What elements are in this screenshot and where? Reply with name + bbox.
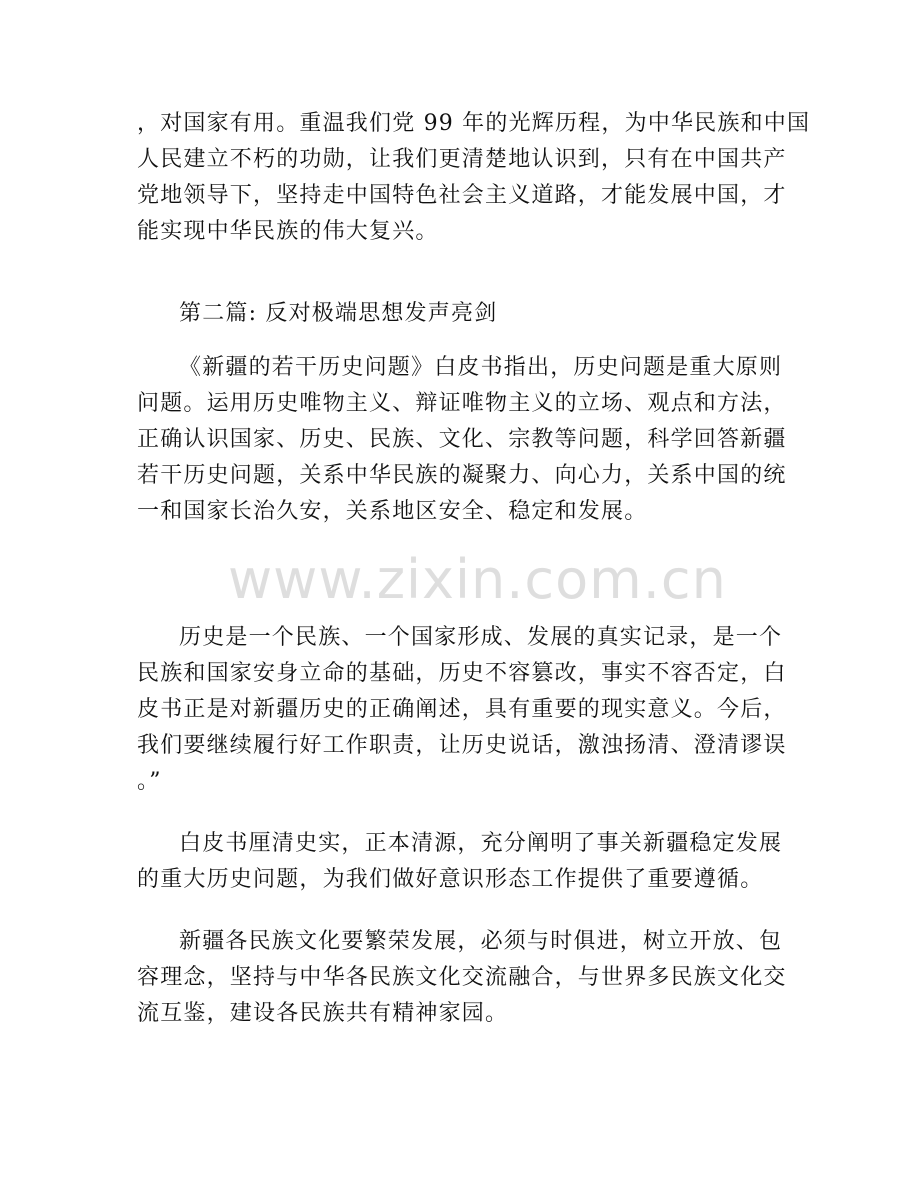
text-line: 。” [137,769,162,794]
text-line: 历史是一个民族、一个国家形成、发展的真实记录，是一个 [179,625,783,650]
text-line: 若干历史问题，关系中华民族的凝聚力、向心力，关系中国的统 [137,463,787,488]
text-line: 我们要继续履行好工作职责，让历史说话，激浊扬清、澄清谬误 [137,733,787,758]
text-line: 皮书正是对新疆历史的正确阐述，具有重要的现实意义。今后， [137,697,787,722]
paragraph-1 [137,106,811,250]
paragraph-2 [137,350,787,530]
text-line: 能实现中华民族的伟大复兴。 [137,219,439,244]
watermark: www.zixin.com.cn [228,548,727,611]
text-line: ，对国家有用。重温我们党 99 年的光辉历程，为中华民族和中国 [137,111,811,136]
text-line: 的重大历史问题，为我们做好意识形态工作提供了重要遵循。 [137,867,764,892]
text-line: 《新疆的若干历史问题》白皮书指出，历史问题是重大原则 [179,355,783,380]
text-line: 问题。运用历史唯物主义、辩证唯物主义的立场、观点和方法， [137,391,787,416]
section-heading [137,296,773,332]
paragraph-3 [137,620,787,800]
text-line: 人民建立不朽的功勋，让我们更清楚地认识到，只有在中国共产 [137,147,787,172]
text-line: 容理念，坚持与中华各民族文化交流融合，与世界多民族文化交 [137,965,787,990]
paragraph-5 [137,924,787,1032]
text-line: 正确认识国家、历史、民族、文化、宗教等问题，科学回答新疆 [137,427,787,452]
text-line: 流互鉴，建设各民族共有精神家园。 [137,1001,509,1026]
text-line: 党地领导下，坚持走中国特色社会主义道路，才能发展中国，才 [137,183,787,208]
text-line: 一和国家长治久安，关系地区安全、稳定和发展。 [137,499,648,524]
text-line: 白皮书厘清史实，正本清源，充分阐明了事关新疆稳定发展 [179,831,783,856]
paragraph-4 [137,826,783,898]
text-line: 民族和国家安身立命的基础，历史不容篡改，事实不容否定，白 [137,661,787,686]
text-line: 新疆各民族文化要繁荣发展，必须与时俱进，树立开放、包 [179,929,783,954]
heading-text: 第二篇: 反对极端思想发声亮剑 [179,301,498,326]
